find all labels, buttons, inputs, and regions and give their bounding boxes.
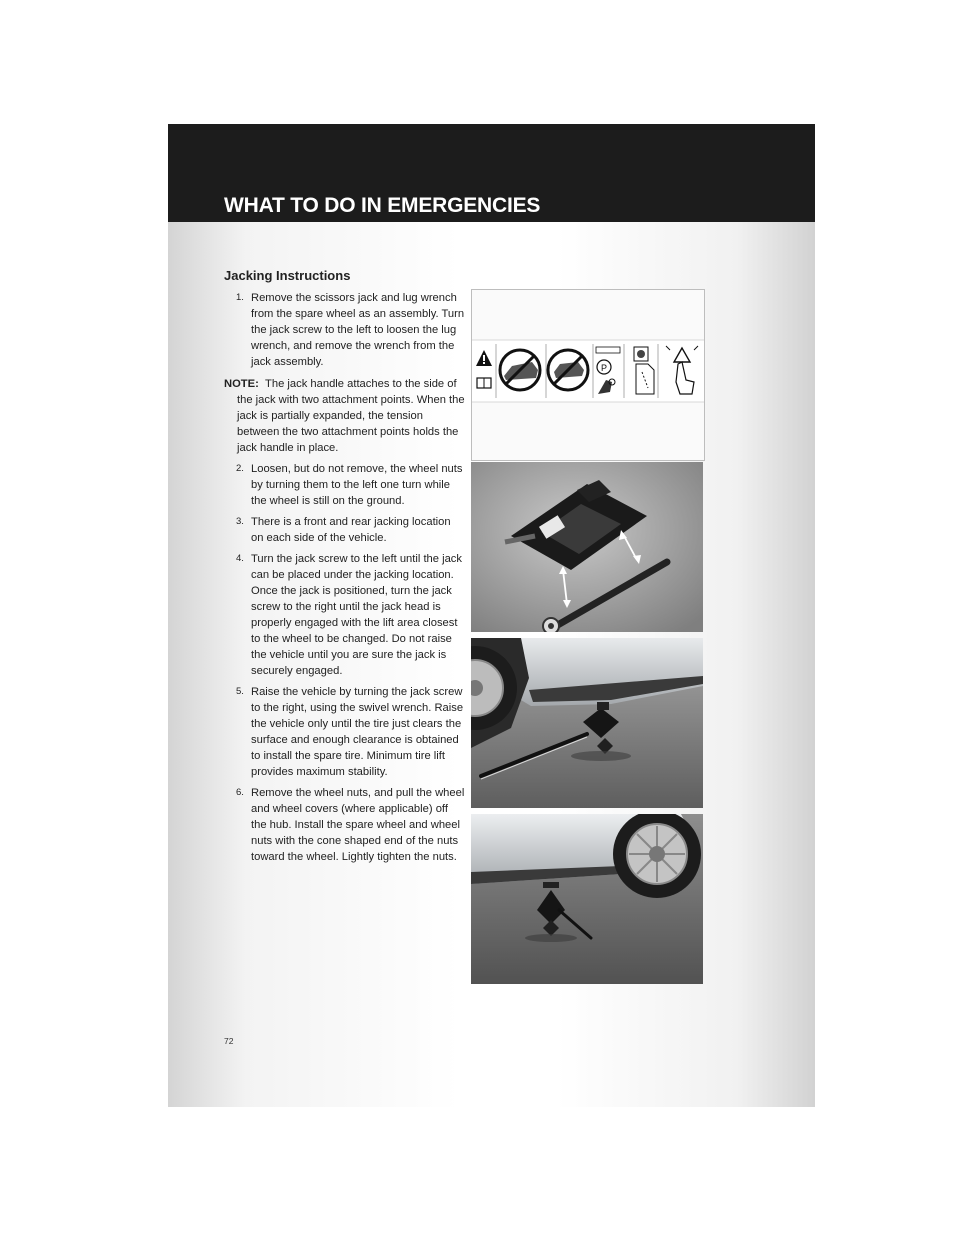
step-number: 2. [236,463,244,474]
no-engine-running-icon [548,350,588,390]
note [224,376,465,456]
no-crawl-under-icon [500,350,540,390]
note-text: The jack handle attaches to the side of the jack with two attachment points. When the jack is partially expanded, the tension between the two attachment points holds the jack handle in place. [237,378,465,454]
step-text: Turn the jack screw to the left until the jack can be placed under the jacking location. Once the jack is positioned, turn the jack screw to the right until the jack head is properly engaged with the lift area closest to the wheel to be changed. Do not raise the vehicle until you are sure the jack is securely engaged. [251,553,462,677]
page-header [168,124,815,222]
step-number: 3. [236,516,244,527]
jack-under-car-photo [471,638,703,808]
step-text: Loosen, but do not remove, the wheel nuts by turning them to the left one turn while the wheel is still on the ground. [251,463,463,507]
steps-list-a [224,290,465,370]
note-label: NOTE: [224,378,259,390]
warning-label-figure [471,289,705,461]
step-number: 6. [236,787,244,798]
jack-and-wrench-photo [471,462,703,632]
page-number: 72 [224,1036,234,1046]
page-title: WHAT TO DO IN EMERGENCIES [224,194,541,217]
step-text: Remove the scissors jack and lug wrench from the spare wheel as an assembly. Turn the jack screw to the left to loosen the lug wrench, and remove the wrench from the jack assembly. [251,292,465,368]
step-1 [224,290,465,370]
step-5 [224,684,465,780]
step-text: Remove the wheel nuts, and pull the wheel and wheel covers (where applicable) off the hub. Install the spare wheel and wheel nuts with the cone shaped end of the nuts toward the wheel. Lightly tighten the nuts. [251,787,465,863]
instructions-body [224,290,465,870]
manual-page [168,124,815,1107]
section-title: Jacking Instructions [224,268,351,283]
step-number: 1. [236,292,244,303]
step-6 [224,785,465,865]
step-text: Raise the vehicle by turning the jack screw to the right, using the swivel wrench. Raise the vehicle only until the tire just clears the surface and enough clearance is obtained to install the spare tire. Minimum tire lift provides maximum stability. [251,686,464,778]
park-letter: P [601,363,608,373]
steps-list-b [224,461,465,865]
step-3 [224,514,465,546]
step-2 [224,461,465,509]
step-number: 4. [236,553,244,564]
step-number: 5. [236,686,244,697]
jack-raised-photo [471,814,703,984]
step-text: There is a front and rear jacking location on each side of the vehicle. [251,516,451,544]
car-wheel-icon [613,814,701,898]
step-4 [224,551,465,679]
